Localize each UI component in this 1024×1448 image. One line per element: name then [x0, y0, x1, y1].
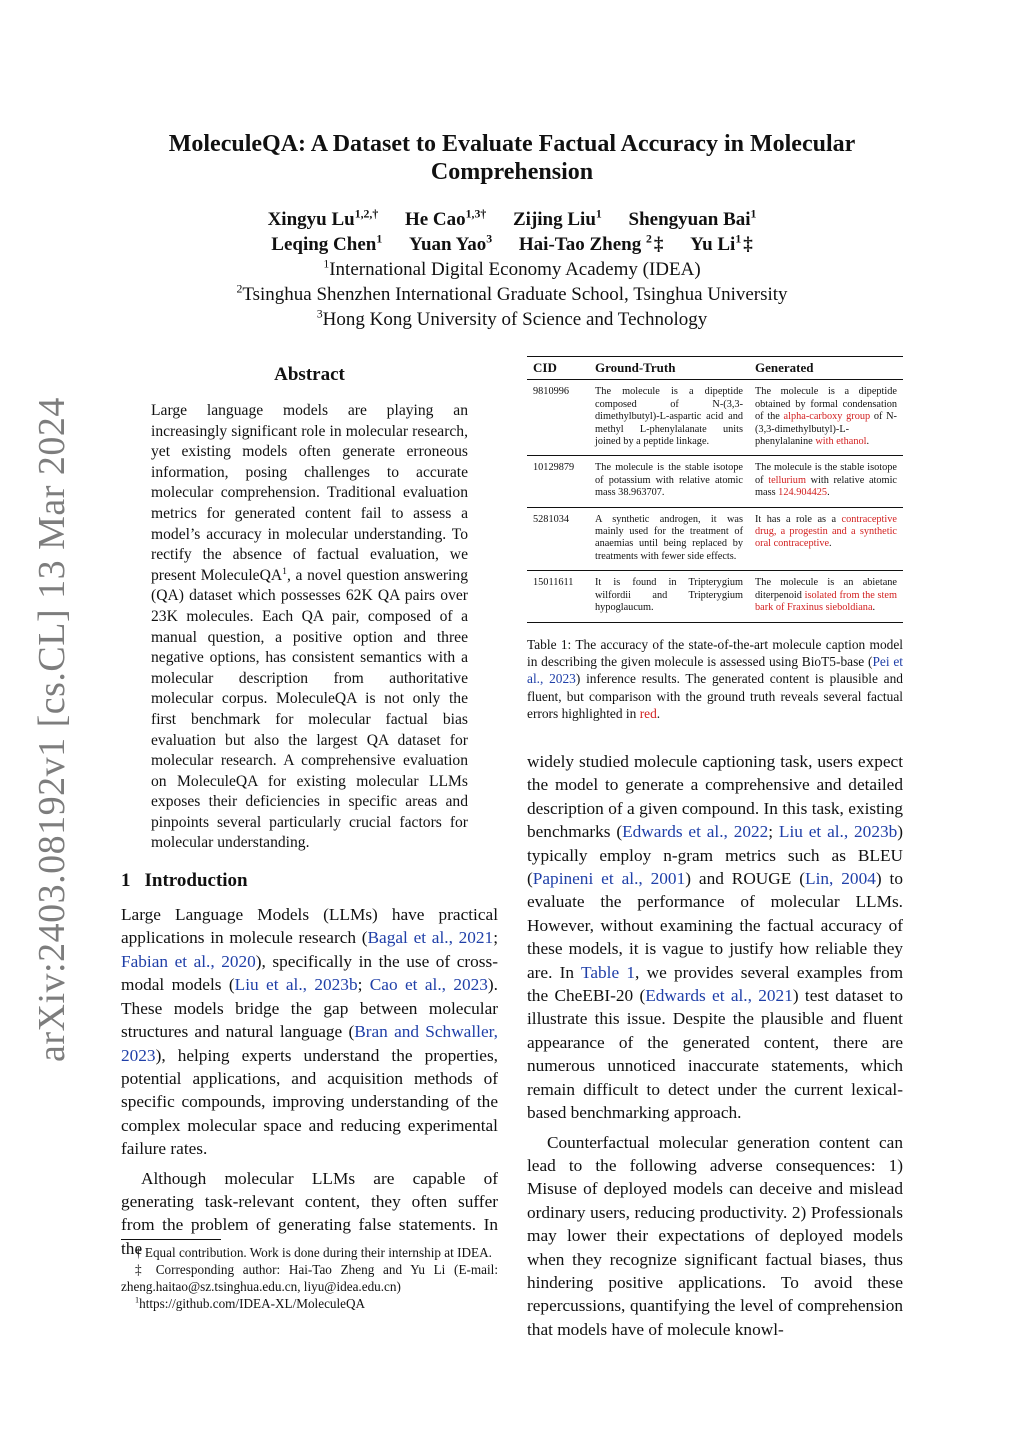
footnote-corresponding-author: ‡ Corresponding author: Hai-Tao Zheng and Yu Li (E-mail: zheng.haitao@sz.tsinghua.edu.cn, liyu@idea.edu.cn)	[121, 1262, 498, 1294]
cell-cid: 9810996	[533, 386, 570, 398]
author-name: Leqing Chen$^1$	[271, 232, 383, 255]
citation-link[interactable]: Papineni et al., 2001	[532, 869, 686, 889]
cell-generated: The molecule is an abietane diterpenoid isolated from the stem bark of Fraxinus sieboldiana.	[755, 577, 897, 614]
cell-ground-truth: The molecule is the stable isotope of potassium with relative atomic mass 38.963707.	[595, 462, 743, 499]
table-row	[527, 571, 903, 622]
abstract-text: Large language models are playing an increasingly significant role in molecular research, yet existing models often generate erroneous information, posing challenges to accurate molecular comprehension. Traditional evaluation metrics for generated content fail to assess a model’s accuracy in molecular understanding. To rectify the absence of factual evaluation, we present MoleculeQA$^1$, a novel question answering (QA) dataset which possesses 62K QA pairs over 23K molecules. Each QA pair, composed of a manual question, a positive option and three negative options, has consistent semantics with a molecular description from authoritative molecular corpus. MoleculeQA is not only the first benchmark for molecular factual bias evaluation but also the largest QA dataset for molecular research. A comprehensive evaluation on MoleculeQA for existing molecular LLMs exposes their deficiencies in specific areas and pinpoints several particularly crucial factors for molecular understanding.	[151, 402, 468, 852]
cell-ground-truth: The molecule is a dipeptide composed of N-(3,3-dimethylbutyl)-L-aspartic acid and methyl L-phenylalanate units joined by a peptide linkage.	[595, 386, 743, 448]
author-block	[120, 207, 904, 332]
right-paragraph-2: Counterfactual molecular generation content can lead to the following adverse consequences: 1) Misuse of deployed models can deceive and mislead ordinary users, reducing productivity. 2) Professionals may lower their expectations of deployed models when they recognize significant factual biases, thus hindering positive applications. To avoid these repercussions, quantifying the level of comprehension that models have of molecule knowl-	[527, 1132, 903, 1339]
cell-ground-truth: A synthetic androgen, it was mainly used for the treatment of anaemias until being replaced by treatments with fewer side effects.	[595, 513, 743, 562]
cell-generated: It has a role as a contraceptive drug, a progestin and a synthetic oral contraceptive.	[755, 513, 897, 550]
cell-ground-truth: It is found in Tripterygium wilfordii and Tripterygium hypoglaucum.	[595, 577, 743, 614]
cell-generated: The molecule is a dipeptide obtained by formal condensation of the alpha-carboxy group of N-(3,3-dimethylbutyl)-L-phenylalanine with ethanol.	[755, 386, 897, 448]
left-column	[121, 363, 498, 1260]
citation-link[interactable]: Liu et al., 2023b	[778, 822, 898, 842]
arxiv-stamp: arXiv:2403.08192v1 [cs.CL] 13 Mar 2024	[31, 397, 73, 1062]
citation-link[interactable]: Edwards et al., 2022	[622, 822, 769, 842]
author-name: Zijing Liu$^1$	[513, 207, 602, 230]
cell-cid: 5281034	[533, 513, 570, 525]
citation-link[interactable]: Pei et al., 2023	[527, 653, 904, 687]
author-name: Hai-Tao Zheng $^2$ ‡	[518, 232, 664, 255]
author-name: Xingyu $Lu^{1,2,\dagger}$	[267, 207, 379, 230]
author-name: He Cao$^{1,3\dagger}$	[404, 207, 487, 230]
paper-title: MoleculeQA: A Dataset to Evaluate Factual Accuracy in Molecular Comprehension	[168, 131, 856, 185]
table-row	[527, 380, 903, 456]
author-name: Shengyuan Bai$^1$	[628, 207, 757, 230]
footnote-equal-contribution: † Equal contribution. Work is done during their internship at IDEA.	[135, 1245, 492, 1260]
citation-link[interactable]: Liu et al., 2023b	[234, 975, 358, 995]
intro-paragraph-2: Although molecular LLMs are capable of generating task-relevant content, they often suffer from the problem of generating false statements. In the	[121, 1168, 498, 1258]
table-1	[527, 356, 903, 736]
abstract-heading: Abstract	[274, 364, 345, 385]
citation-link[interactable]: Edwards et al., 2021	[645, 986, 793, 1006]
header-cid: CID	[533, 360, 557, 375]
footnote-rule	[121, 1239, 221, 1240]
table-header-row	[527, 357, 903, 380]
header-ground-truth: Ground-Truth	[595, 360, 676, 375]
cell-cid: 15011611	[533, 577, 574, 589]
author-name: Yu Li$^1$ ‡	[690, 232, 753, 255]
right-column	[527, 750, 903, 1341]
citation-link[interactable]: Bagal et al., 2021	[367, 928, 494, 948]
affiliation: $^1$International Digital Economy Academy (IDEA)	[323, 257, 701, 280]
right-paragraph-1: widely studied molecule captioning task, users expect the model to generate a comprehensive and detailed description of a given compound. In this task, existing benchmarks (Edwards et al., 2022; Liu et al., 2023b) typically employ n-gram metrics such as BLEU (Papineni et al., 2001) and ROUGE (Lin, 2004) to evaluate the performance of molecular LLMs. However, without examining the factual accuracy of these models, it is vague to justify how reliable they are. In Table 1, we provides several examples from the CheEBI-20 (Edwards et al., 2021) test dataset to illustrate this issue. Despite the plausible and fluent appearance of the generated content, there are numerous unnoticed inaccurate statements, which remain difficult to detect under the current lexical-based benchmarking approach.	[527, 752, 904, 1123]
author-row-2	[120, 232, 904, 257]
citation-link[interactable]: Lin, 2004	[805, 869, 876, 889]
author-row-1	[120, 207, 904, 232]
citation-link[interactable]: Bran and Schwaller, 2023	[121, 1022, 498, 1065]
molecule-caption-table	[527, 356, 903, 623]
footnote-github-link[interactable]: $^1$https://github.com/IDEA-XL/MoleculeQA	[135, 1295, 366, 1311]
table-row	[527, 456, 903, 507]
intro-paragraph-1: Large Language Models (LLMs) have practical applications in molecule research (Bagal et al., 2021; Fabian et al., 2020), specifically in the use of cross-modal models (Liu et al., 2023b; Cao et al., 2023). These models bridge the gap between molecular structures and natural language (Bran and Schwaller, 2023), helping experts understand the properties, potential applications, and acquisition methods of specific compounds, improving understanding of the complex molecular space and reducing experimental failure rates.	[121, 905, 498, 1159]
cell-cid: 10129879	[533, 462, 575, 474]
table-caption: Table 1: The accuracy of the state-of-the-art molecule caption model in describing the given molecule is assessed using BioT5-base (Pei et al., 2023) inference results. The generated content is plausible and fluent, but comparison with the ground truth reveals several factual errors highlighted in red.	[527, 636, 904, 722]
author-name: Yuan Yao$^3$	[408, 232, 493, 255]
cell-generated: The molecule is the stable isotope of tellurium with relative atomic mass 124.904425.	[755, 462, 898, 499]
citation-link[interactable]: Cao et al., 2023	[369, 975, 488, 995]
affiliation: $^2$Tsinghua Shenzhen International Graduate School, Tsinghua University	[236, 282, 788, 305]
section-heading-introduction: 1 Introduction	[121, 870, 248, 892]
footnotes	[121, 1239, 498, 1312]
header-generated: Generated	[755, 360, 814, 375]
table-reference-link[interactable]: Table 1	[581, 962, 636, 982]
table-row	[527, 507, 903, 571]
citation-link[interactable]: Fabian et al., 2020	[121, 951, 256, 971]
affiliation: $^3$Hong Kong University of Science and Technology	[316, 307, 708, 330]
